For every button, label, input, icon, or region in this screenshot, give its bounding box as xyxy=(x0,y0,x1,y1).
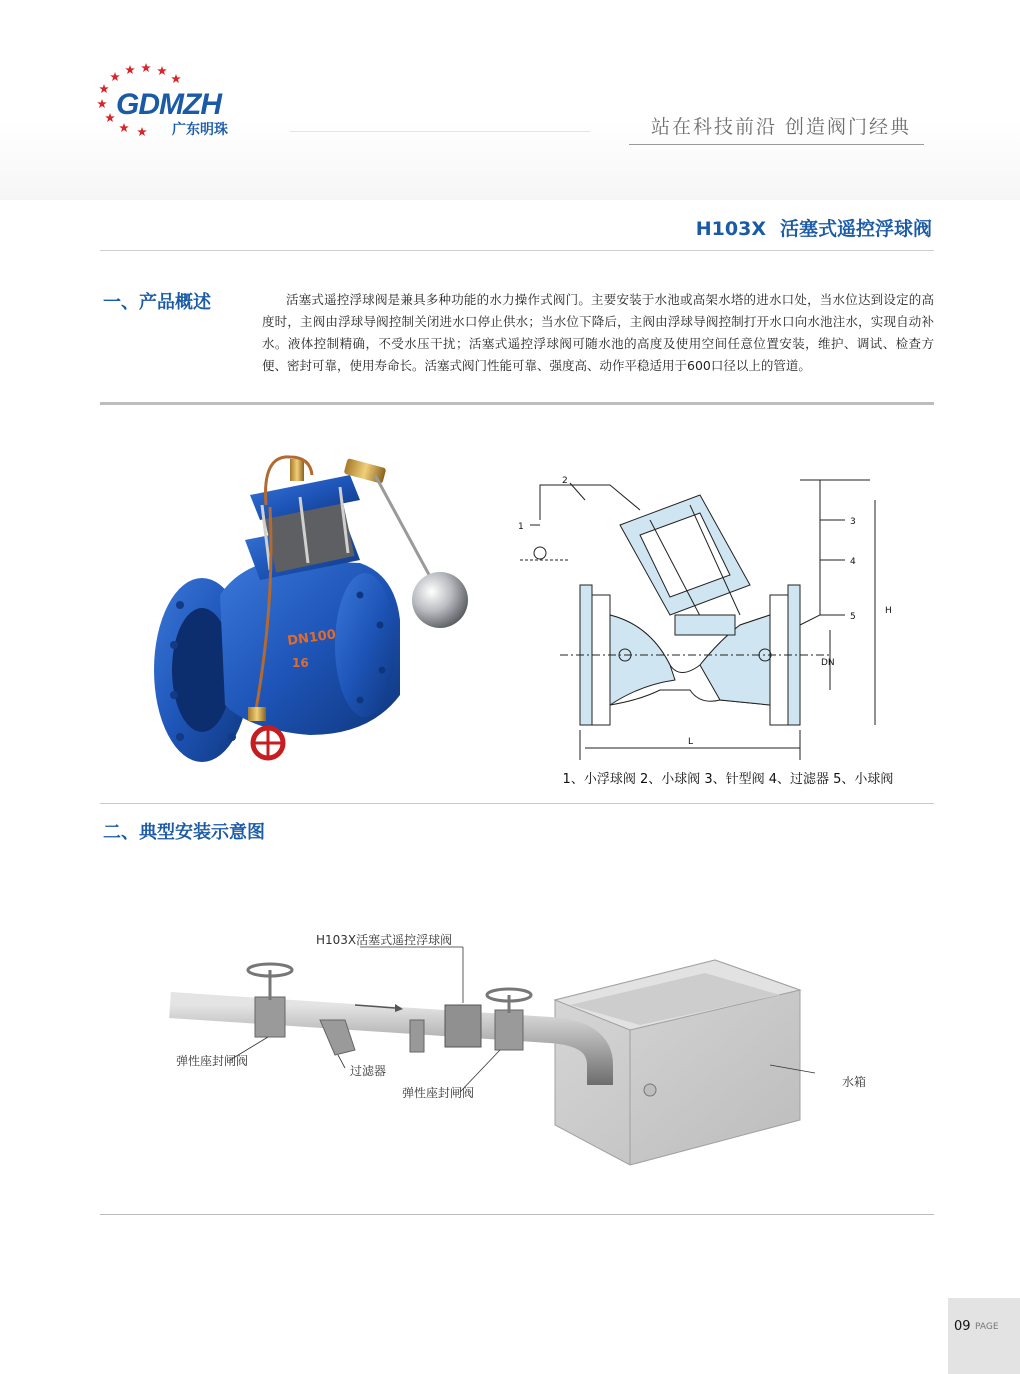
section-overview-heading: 一、产品概述 xyxy=(103,292,211,313)
label-filter: 过滤器 xyxy=(350,1064,387,1078)
page-word: PAGE xyxy=(975,1322,999,1332)
page-number: 09 xyxy=(954,1319,971,1334)
dim-h-label: H xyxy=(885,606,892,616)
product-name: 活塞式遥控浮球阀 xyxy=(779,218,932,240)
gate-valve-left xyxy=(255,997,285,1037)
callout-5: 5 xyxy=(850,612,856,622)
callout-4: 4 xyxy=(850,557,856,567)
header-divider xyxy=(290,131,590,132)
callout-2: 2 xyxy=(562,476,568,486)
logo-star xyxy=(105,113,115,122)
product-title xyxy=(560,214,932,241)
body-marking-pn: 16 xyxy=(292,656,309,670)
page-tab xyxy=(948,1298,1020,1374)
label-tank: 水箱 xyxy=(842,1075,867,1089)
footer-divider xyxy=(100,1214,934,1215)
float-valve xyxy=(445,1005,481,1047)
label-gate-valve-left: 弹性座封闸阀 xyxy=(176,1054,249,1068)
slogan: 站在科技前沿 创造阀门经典 xyxy=(650,116,912,138)
slogan-underline xyxy=(629,144,924,145)
title-rule xyxy=(100,250,934,251)
callout-1: 1 xyxy=(518,522,524,532)
gate-valve-right xyxy=(495,1010,523,1050)
company-logo xyxy=(88,62,268,142)
label-gate-valve-right: 弹性座封闸阀 xyxy=(402,1086,475,1100)
logo-cn: 广东明珠 xyxy=(172,122,228,138)
dim-l-label: L xyxy=(688,737,694,747)
section-divider xyxy=(100,402,934,405)
installation-diagram xyxy=(160,925,900,1170)
logo-text: GDMZH xyxy=(116,88,221,121)
section-divider-2 xyxy=(100,803,934,804)
valve-photo xyxy=(150,445,470,775)
section-overview-text: 活塞式遥控浮球阀是兼具多种功能的水力操作式阀门。主要安装于水池或高架水塔的进水口处，当水位达到设定的高度时，主阀由浮球导阀控制关闭进水口停止供水；当水位下降后，主阀由浮球导阀控制打开水口向水池注水，实现自动补水。液体控制精确，不受水压干扰；活塞式遥控浮球阀可随水池的高度及使用空间任意位置安装，维护、调试、检查方便、密封可靠，使用寿命长。活塞式阀门性能可靠、强度高、动作平稳适用于600口径以上的管道。 xyxy=(262,292,934,373)
body-marking-dn: DN100 xyxy=(286,627,337,649)
callout-3: 3 xyxy=(850,517,856,527)
label-float-valve: H103X活塞式遥控浮球阀 xyxy=(316,933,453,947)
dim-dn-label: DN xyxy=(821,658,835,668)
valve-technical-drawing xyxy=(500,465,920,765)
float-ball xyxy=(412,572,468,628)
drawing-legend: 1、小浮球阀 2、小球阀 3、针型阀 4、过滤器 5、小球阀 xyxy=(562,772,894,787)
section-install-heading: 二、典型安装示意图 xyxy=(103,822,265,843)
product-model: H103X xyxy=(695,218,766,240)
